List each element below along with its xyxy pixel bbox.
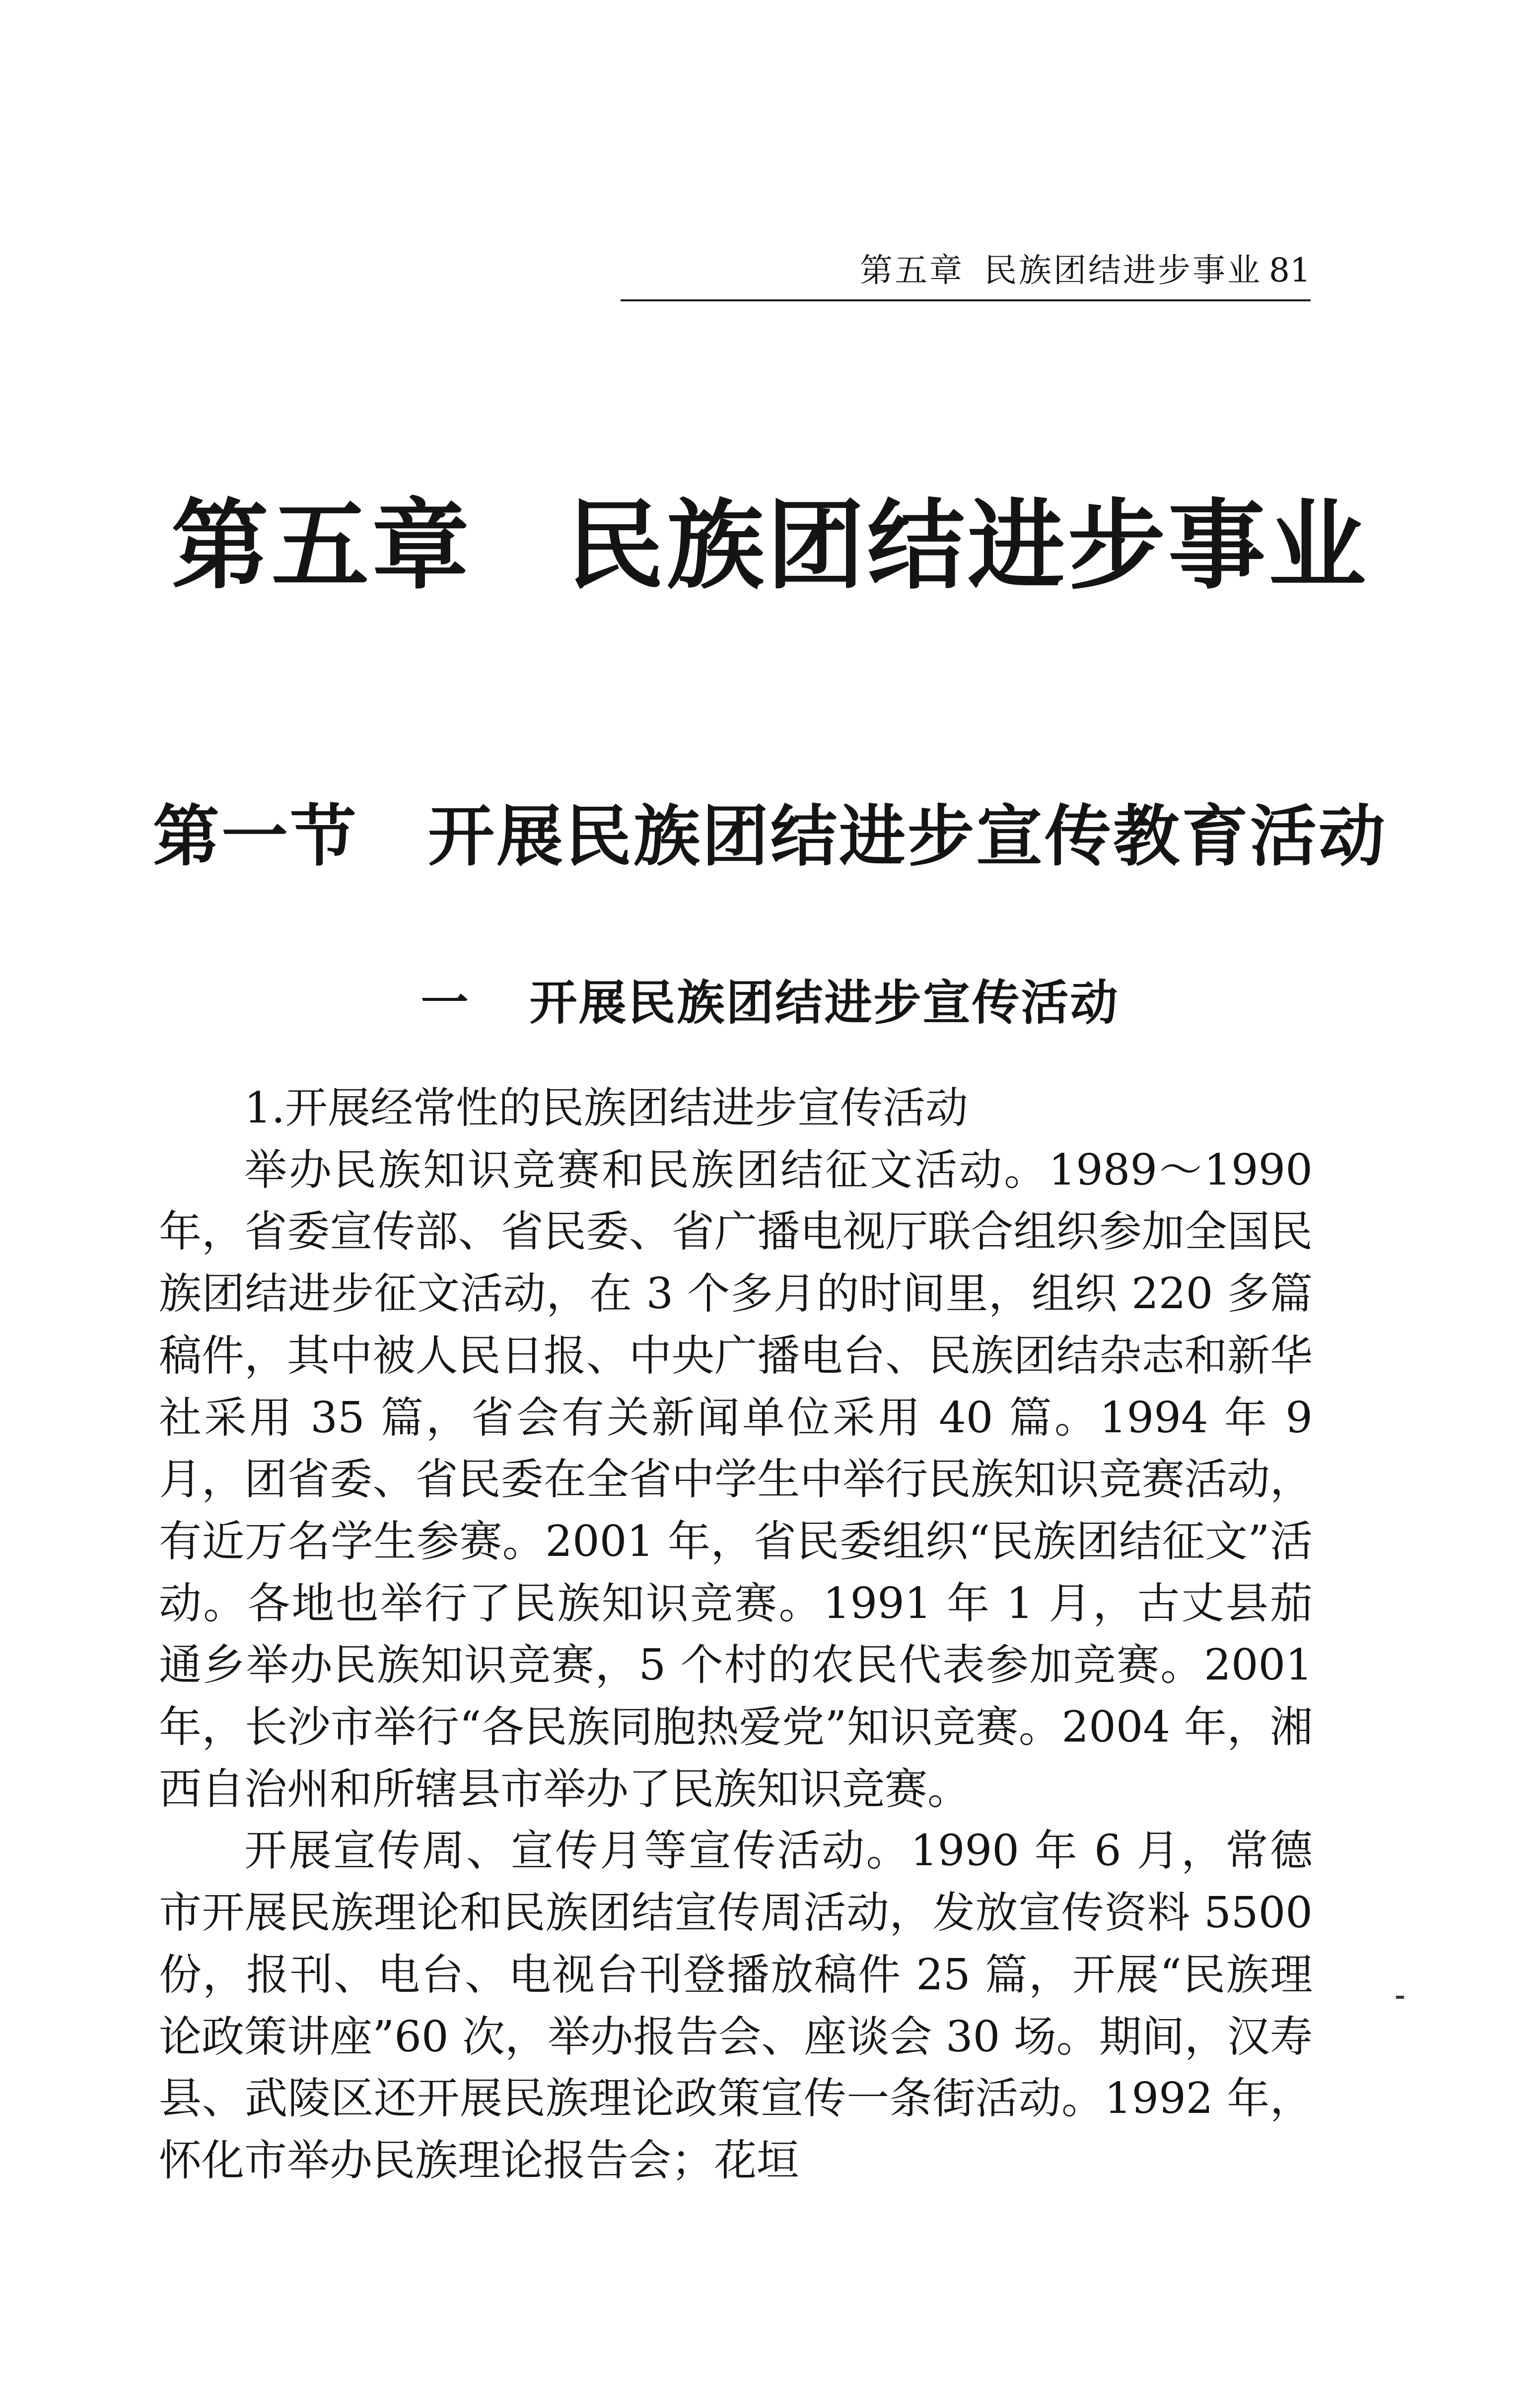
- chapter-label: 第五章: [171, 490, 472, 603]
- item-heading: 1.开展经常性的民族团结进步宣传活动: [244, 1083, 969, 1133]
- paragraph-publicity-weeks: 开展宣传周、宣传月等宣传活动。1990 年 6 月，常德市开展民族理论和民族团结宣传周活动，发放宣传资料 5500 份，报刊、电台、电视台刊登播放稿件 25 篇，开展“民族理论政策讲座”60 次，举办报告会、座谈会 30 场。期间，汉寿县、武陵区还开展民族理论政策宣传一条街活动。1992 年，怀化市举办民族理论报告会；花垣: [159, 1826, 1313, 2185]
- running-head-chapter-ref: 第五章: [860, 251, 965, 289]
- body-text: [159, 1077, 1313, 2192]
- running-head: [621, 246, 1311, 301]
- page-number: 81: [1269, 251, 1311, 289]
- paragraph-knowledge-contests: 举办民族知识竞赛和民族团结征文活动。1989～1990 年，省委宣传部、省民委、省广播电视厅联合组织参加全国民族团结进步征文活动，在 3 个多月的时间里，组织 220 多篇稿件，其中被人民日报、中央广播电台、民族团结杂志和新华社采用 35 篇，省会有关新闻单位采用 40 篇。1994 年 9 月，团省委、省民委在全省中学生中举行民族知识竞赛活动，有近万名学生参赛。2001 年，省民委组织“民族团结征文”活动。各地也举行了民族知识竞赛。1991 年 1 月，古丈县茄通乡举办民族知识竞赛，5 个村的农民代表参加竞赛。2001 年，长沙市举行“各民族同胞热爱党”知识竞赛。2004 年，湘西自治州和所辖县市举办了民族知识竞赛。: [159, 1145, 1313, 1814]
- section-name: 开展民族团结进步宣传教育活动: [428, 798, 1388, 875]
- running-head-chapter-name: 民族团结进步事业: [984, 251, 1262, 289]
- subsection-title: [0, 971, 1540, 1035]
- scan-speck: [1396, 1996, 1404, 1999]
- subsection-label: 一: [420, 975, 470, 1031]
- subsection-name: 开展民族团结进步宣传活动: [529, 975, 1120, 1031]
- chapter-name: 民族团结进步事业: [566, 490, 1369, 603]
- section-label: 第一节: [152, 798, 358, 875]
- chapter-title: [0, 487, 1540, 606]
- section-title: [0, 794, 1540, 879]
